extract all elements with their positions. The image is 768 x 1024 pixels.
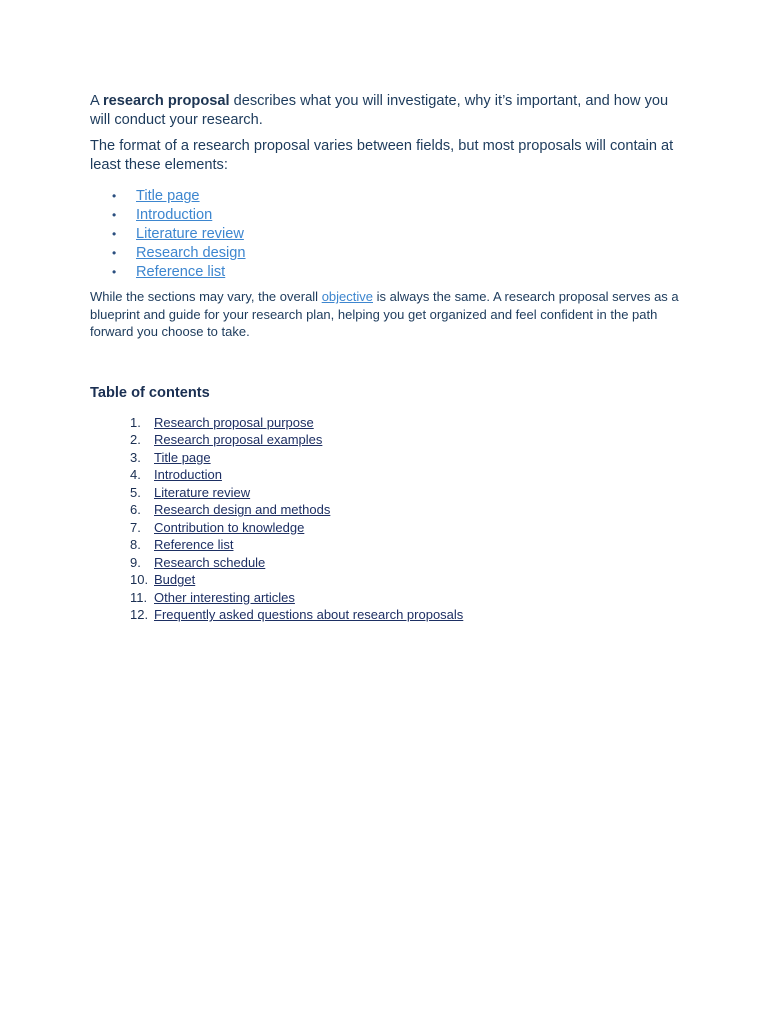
toc-number: 8.	[130, 537, 141, 553]
toc-number: 9.	[130, 554, 141, 570]
toc-link-design-methods[interactable]: Research design and methods	[154, 502, 331, 518]
toc-number: 4.	[130, 467, 141, 483]
toc-number: 11.	[130, 589, 148, 605]
toc-heading: Table of contents	[90, 384, 210, 401]
summary-suffix: is always the same. A research proposal serves as a blueprint and guide for your research plan, helping you get organized and feel confident in the path forward you choose to take.	[90, 289, 679, 340]
toc-number: 6.	[130, 502, 141, 518]
toc-number: 1.	[130, 414, 141, 430]
intro-paragraph-1	[90, 92, 680, 130]
toc-number: 7.	[130, 519, 141, 535]
toc-link-literature-review[interactable]: Literature review	[154, 484, 251, 500]
bullet-icon: •	[112, 246, 117, 260]
toc-link-faq[interactable]: Frequently asked questions about research proposals	[154, 607, 464, 623]
toc-link-schedule[interactable]: Research schedule	[154, 554, 266, 570]
toc-item	[90, 571, 680, 589]
toc-item	[90, 519, 680, 537]
bullet-icon: •	[112, 265, 117, 279]
document-page	[90, 92, 680, 624]
link-title-page[interactable]: Title page	[136, 188, 200, 204]
list-item	[90, 244, 680, 263]
link-research-design[interactable]: Research design	[136, 245, 246, 261]
toc-item	[90, 606, 680, 624]
intro-paragraph-2: The format of a research proposal varies between fields, but most proposals will contain at least these elements:	[90, 138, 674, 173]
toc-item	[90, 536, 680, 554]
toc-link-contribution[interactable]: Contribution to knowledge	[154, 519, 305, 535]
summary-paragraph	[90, 288, 680, 341]
elements-list	[90, 187, 680, 282]
toc-number: 10.	[130, 572, 149, 588]
toc-item	[90, 589, 680, 607]
bullet-icon: •	[112, 189, 117, 203]
toc-item	[90, 449, 680, 467]
toc-item	[90, 484, 680, 502]
toc-number: 2.	[130, 432, 141, 448]
bullet-icon: •	[112, 227, 117, 241]
toc-number: 5.	[130, 484, 141, 500]
list-item	[90, 206, 680, 225]
intro-prefix: A	[90, 93, 103, 109]
toc-link-budget[interactable]: Budget	[154, 572, 196, 588]
link-reference-list[interactable]: Reference list	[136, 264, 226, 280]
toc-number: 12.	[130, 607, 149, 623]
list-item	[90, 187, 680, 206]
bullet-icon: •	[112, 208, 117, 222]
toc-link-title-page[interactable]: Title page	[154, 449, 211, 465]
toc-link-other-articles[interactable]: Other interesting articles	[154, 589, 295, 605]
toc-link-introduction[interactable]: Introduction	[154, 467, 222, 483]
toc-number: 3.	[130, 449, 141, 465]
toc-item	[90, 431, 680, 449]
toc-link-purpose[interactable]: Research proposal purpose	[154, 414, 314, 430]
toc-item	[90, 501, 680, 519]
link-literature-review[interactable]: Literature review	[136, 226, 244, 242]
toc-item	[90, 466, 680, 484]
link-introduction[interactable]: Introduction	[136, 207, 213, 223]
toc-item	[90, 414, 680, 432]
summary-prefix: While the sections may vary, the overall	[90, 289, 322, 304]
toc-link-reference-list[interactable]: Reference list	[154, 537, 234, 553]
list-item	[90, 263, 680, 282]
list-item	[90, 225, 680, 244]
intro-bold-term: research proposal	[102, 93, 230, 109]
link-objective[interactable]: objective	[321, 289, 373, 304]
table-of-contents	[90, 414, 680, 624]
toc-link-examples[interactable]: Research proposal examples	[154, 432, 323, 448]
toc-item	[90, 554, 680, 572]
intro-suffix: describes what you will investigate, why it’s important, and how you will conduct your research.	[90, 93, 669, 128]
